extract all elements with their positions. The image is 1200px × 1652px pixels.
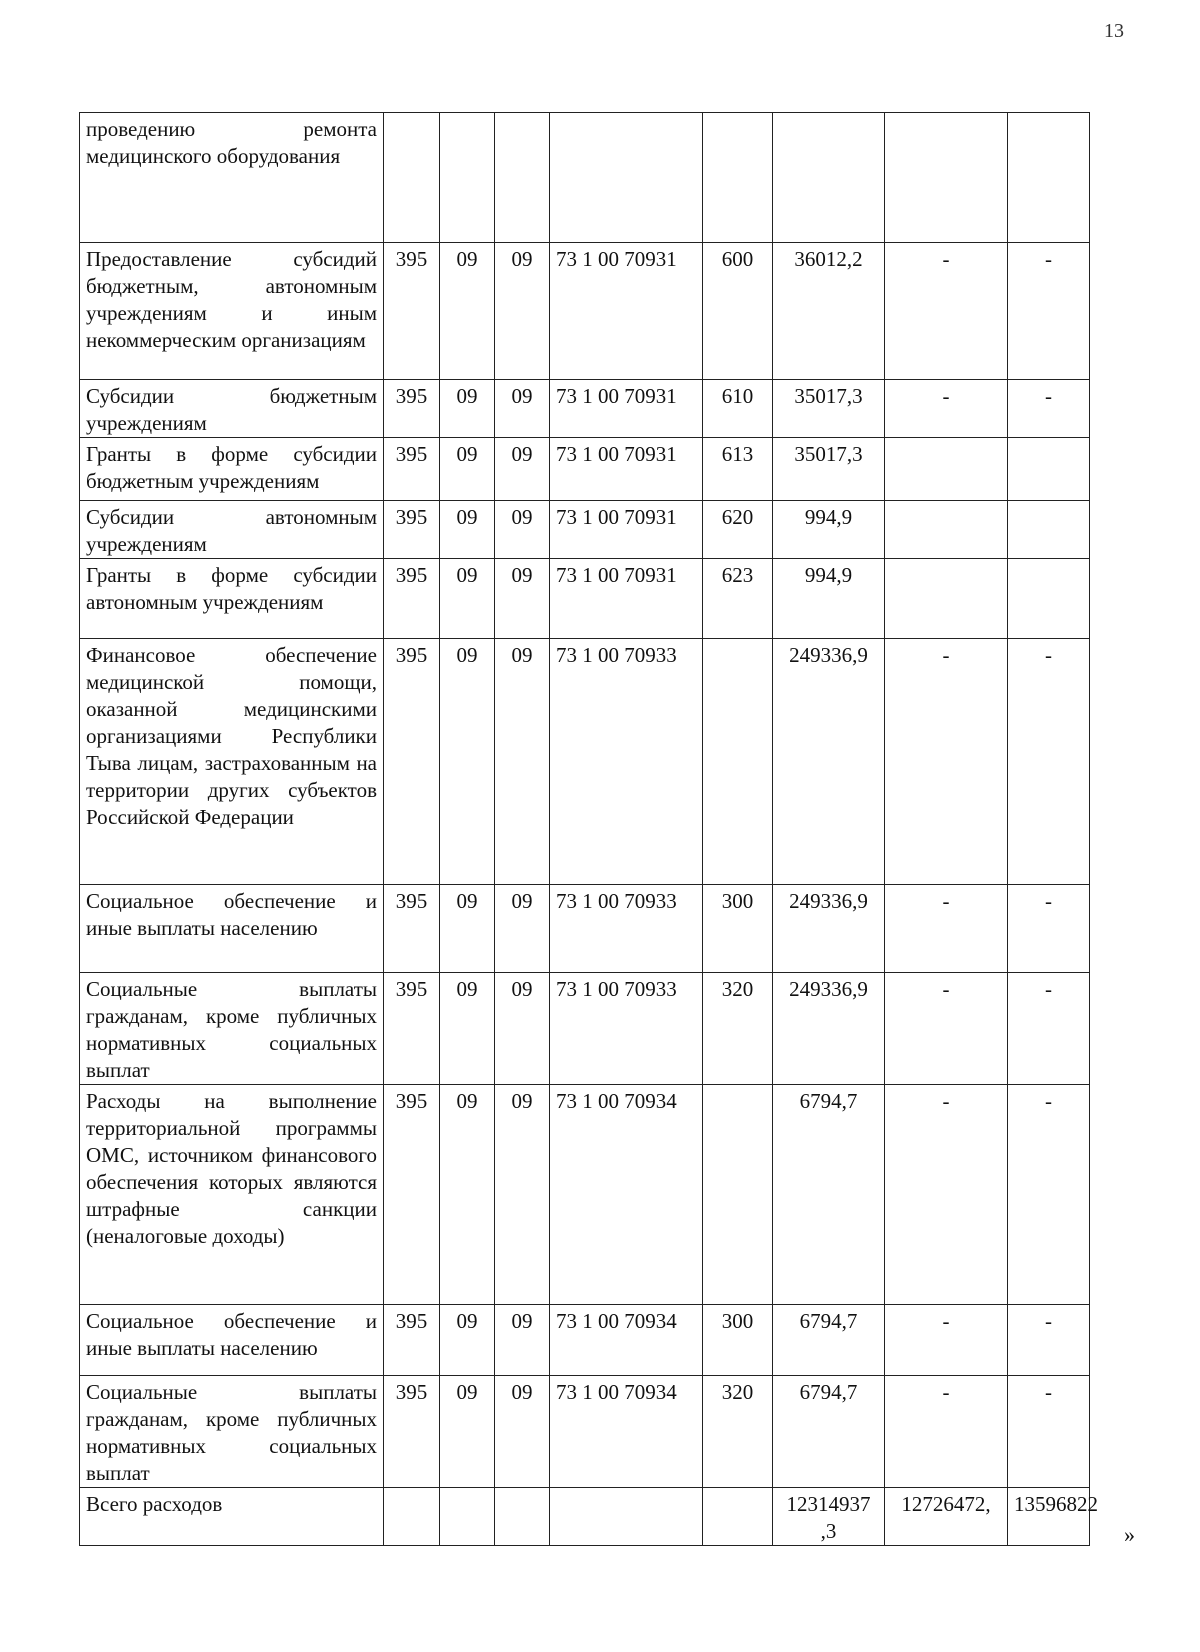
total-year1	[773, 1488, 885, 1546]
row-ved: 395	[384, 380, 440, 438]
row-vr: 320	[703, 973, 773, 1085]
table-row	[80, 639, 1090, 885]
row-vr	[703, 1085, 773, 1305]
total-csr	[550, 1488, 703, 1546]
row-description: Субсидии бюджетным учреждениям	[80, 380, 384, 438]
row-year3	[1008, 501, 1090, 559]
total-label: Всего расходов	[80, 1488, 384, 1546]
row-rz: 09	[440, 973, 495, 1085]
row-year1: 249336,9	[773, 973, 885, 1085]
row-pr: 09	[495, 973, 550, 1085]
row-year3: -	[1008, 1085, 1090, 1305]
row-ved: 395	[384, 501, 440, 559]
row-description: Предоставление субсидий бюджетным, автономным учреждениям и иным некоммерческим организациям	[80, 243, 384, 380]
row-vr: 623	[703, 559, 773, 639]
total-year1-line2: ,3	[820, 1519, 837, 1543]
row-rz: 09	[440, 438, 495, 501]
row-rz: 09	[440, 243, 495, 380]
row-year3	[1008, 438, 1090, 501]
row-year2: -	[885, 1376, 1008, 1488]
total-year1-line1: 12314937	[786, 1492, 871, 1516]
total-year3: 13596822	[1008, 1488, 1090, 1546]
table-row	[80, 501, 1090, 559]
row-vr: 610	[703, 380, 773, 438]
total-rz	[440, 1488, 495, 1546]
table-row	[80, 1376, 1090, 1488]
row-ved	[384, 113, 440, 243]
row-ved: 395	[384, 559, 440, 639]
row-pr: 09	[495, 1376, 550, 1488]
row-rz: 09	[440, 501, 495, 559]
row-pr: 09	[495, 1085, 550, 1305]
row-year2: -	[885, 380, 1008, 438]
row-vr: 320	[703, 1376, 773, 1488]
table-row	[80, 1305, 1090, 1376]
row-csr: 73 1 00 70931	[550, 243, 703, 380]
row-vr: 600	[703, 243, 773, 380]
row-year3: -	[1008, 973, 1090, 1085]
row-year2: -	[885, 243, 1008, 380]
row-ved: 395	[384, 243, 440, 380]
table-row	[80, 885, 1090, 973]
budget-table	[79, 112, 1098, 1546]
row-ved: 395	[384, 1305, 440, 1376]
row-year1: 994,9	[773, 501, 885, 559]
row-year3	[1008, 113, 1090, 243]
row-year2: -	[885, 885, 1008, 973]
row-pr: 09	[495, 1305, 550, 1376]
table-row	[80, 559, 1090, 639]
row-csr: 73 1 00 70931	[550, 501, 703, 559]
row-rz: 09	[440, 885, 495, 973]
row-pr: 09	[495, 885, 550, 973]
row-description: Гранты в форме субсидии автономным учреждениям	[80, 559, 384, 639]
row-rz: 09	[440, 1305, 495, 1376]
row-year1: 6794,7	[773, 1085, 885, 1305]
row-description: проведению ремонта медицинского оборудования	[80, 113, 384, 243]
row-year1: 249336,9	[773, 639, 885, 885]
row-year2	[885, 113, 1008, 243]
row-pr: 09	[495, 639, 550, 885]
row-description: Социальное обеспечение и иные выплаты населению	[80, 1305, 384, 1376]
row-description: Социальные выплаты гражданам, кроме публичных нормативных социальных выплат	[80, 1376, 384, 1488]
closing-quote: »	[1124, 1522, 1135, 1547]
row-rz: 09	[440, 1376, 495, 1488]
row-csr: 73 1 00 70931	[550, 559, 703, 639]
row-vr: 300	[703, 1305, 773, 1376]
row-vr	[703, 113, 773, 243]
row-pr: 09	[495, 501, 550, 559]
row-year2: -	[885, 1305, 1008, 1376]
row-year2	[885, 559, 1008, 639]
row-ved: 395	[384, 438, 440, 501]
row-ved: 395	[384, 885, 440, 973]
row-csr: 73 1 00 70931	[550, 438, 703, 501]
row-year1: 36012,2	[773, 243, 885, 380]
table-row	[80, 1085, 1090, 1305]
row-year2: -	[885, 639, 1008, 885]
row-pr: 09	[495, 380, 550, 438]
row-description: Социальное обеспечение и иные выплаты населению	[80, 885, 384, 973]
row-year3	[1008, 559, 1090, 639]
row-description: Расходы на выполнение территориальной программы ОМС, источником финансового обеспечения которых являются штрафные санкции (неналоговые доходы)	[80, 1085, 384, 1305]
total-ved	[384, 1488, 440, 1546]
row-description: Субсидии автономным учреждениям	[80, 501, 384, 559]
row-year1: 249336,9	[773, 885, 885, 973]
page-number: 13	[1104, 20, 1124, 42]
row-year1: 994,9	[773, 559, 885, 639]
row-pr: 09	[495, 438, 550, 501]
row-rz: 09	[440, 380, 495, 438]
row-rz	[440, 113, 495, 243]
row-year1: 35017,3	[773, 380, 885, 438]
row-ved: 395	[384, 1376, 440, 1488]
total-vr	[703, 1488, 773, 1546]
table-row	[80, 243, 1090, 380]
row-year3: -	[1008, 380, 1090, 438]
row-csr: 73 1 00 70931	[550, 380, 703, 438]
table-row	[80, 113, 1090, 243]
row-year2: -	[885, 973, 1008, 1085]
row-vr: 613	[703, 438, 773, 501]
row-description: Финансовое обеспечение медицинской помощи, оказанной медицинскими организациями Республики Тыва лицам, застрахованным на территории других субъектов Российской Федерации	[80, 639, 384, 885]
table-row	[80, 438, 1090, 501]
total-row	[80, 1488, 1090, 1546]
row-csr: 73 1 00 70934	[550, 1376, 703, 1488]
row-year1: 6794,7	[773, 1305, 885, 1376]
row-csr	[550, 113, 703, 243]
row-vr: 300	[703, 885, 773, 973]
row-ved: 395	[384, 973, 440, 1085]
row-year2: -	[885, 1085, 1008, 1305]
row-year1	[773, 113, 885, 243]
total-pr	[495, 1488, 550, 1546]
row-ved: 395	[384, 1085, 440, 1305]
row-csr: 73 1 00 70934	[550, 1305, 703, 1376]
row-csr: 73 1 00 70933	[550, 885, 703, 973]
row-year3: -	[1008, 1376, 1090, 1488]
row-pr	[495, 113, 550, 243]
row-description: Социальные выплаты гражданам, кроме публичных нормативных социальных выплат	[80, 973, 384, 1085]
row-rz: 09	[440, 1085, 495, 1305]
row-year3: -	[1008, 885, 1090, 973]
row-vr	[703, 639, 773, 885]
row-year1: 6794,7	[773, 1376, 885, 1488]
table-body	[80, 113, 1098, 1546]
row-description: Гранты в форме субсидии бюджетным учреждениям	[80, 438, 384, 501]
row-ved: 395	[384, 639, 440, 885]
row-csr: 73 1 00 70933	[550, 973, 703, 1085]
row-csr: 73 1 00 70934	[550, 1085, 703, 1305]
row-rz: 09	[440, 639, 495, 885]
row-pr: 09	[495, 243, 550, 380]
row-year3: -	[1008, 243, 1090, 380]
row-year3: -	[1008, 1305, 1090, 1376]
row-pr: 09	[495, 559, 550, 639]
table-row	[80, 380, 1090, 438]
row-year3: -	[1008, 639, 1090, 885]
row-year2	[885, 438, 1008, 501]
row-year1: 35017,3	[773, 438, 885, 501]
row-year2	[885, 501, 1008, 559]
table-row	[80, 973, 1090, 1085]
row-rz: 09	[440, 559, 495, 639]
row-vr: 620	[703, 501, 773, 559]
row-csr: 73 1 00 70933	[550, 639, 703, 885]
total-year2: 12726472,	[885, 1488, 1008, 1546]
